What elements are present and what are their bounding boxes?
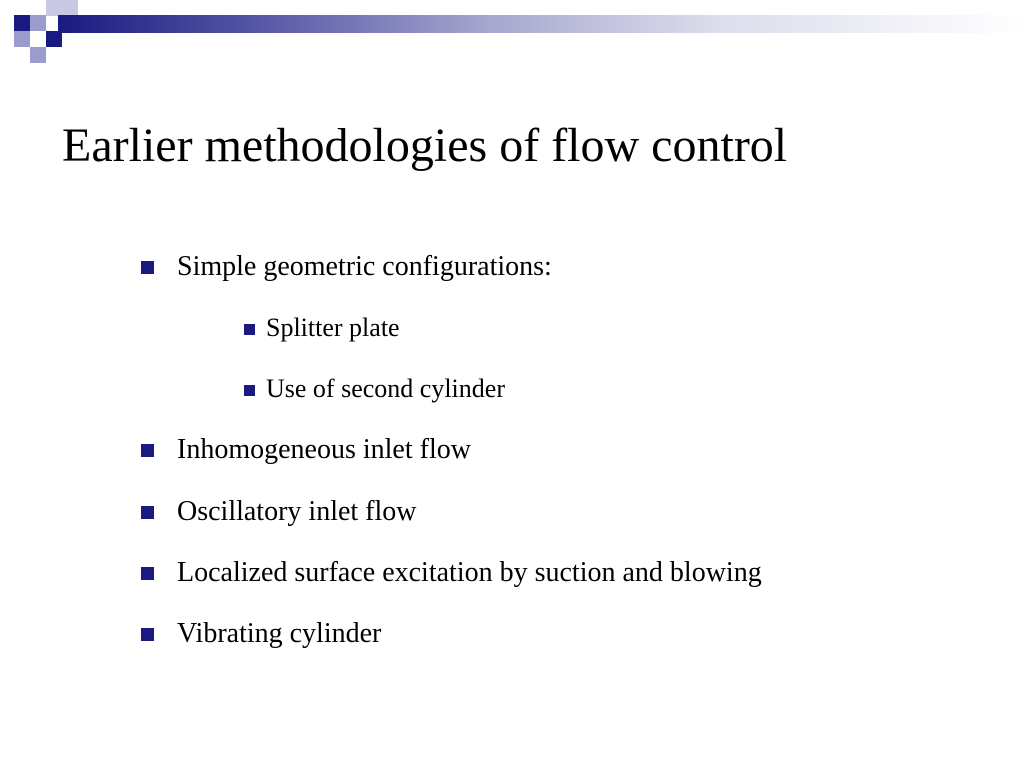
slide-title: Earlier methodologies of flow control [62, 119, 788, 172]
bullet-item [177, 616, 381, 652]
square-bullet-icon [141, 506, 154, 519]
bullet-text: Oscillatory inlet flow [177, 496, 417, 527]
bullet-item [266, 371, 505, 407]
bullet-item [266, 310, 400, 346]
bullet-text: Vibrating cylinder [177, 618, 382, 649]
square-bullet-icon [141, 444, 154, 457]
bullet-item [177, 432, 471, 468]
square-bullet-icon [141, 261, 154, 274]
square-bullet-icon [141, 628, 154, 641]
bullet-item [177, 494, 417, 530]
bullet-item [177, 555, 762, 591]
bullet-text: Localized surface excitation by suction and blowing [177, 557, 762, 588]
square-bullet-icon [244, 385, 255, 396]
bullet-text: Splitter plate [266, 313, 400, 342]
square-bullet-icon [141, 567, 154, 580]
bullet-text: Inhomogeneous inlet flow [177, 434, 471, 465]
bullet-text: Simple geometric configurations: [177, 251, 552, 282]
square-bullet-icon [244, 324, 255, 335]
bullet-text: Use of second cylinder [266, 374, 505, 403]
bullet-item [177, 249, 552, 285]
